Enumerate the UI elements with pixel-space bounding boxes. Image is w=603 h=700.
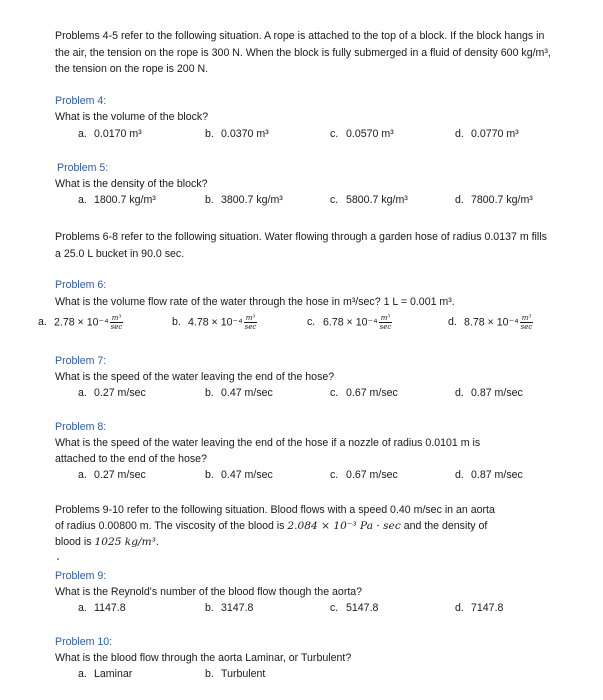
problem-7-heading: Problem 7: (55, 355, 107, 367)
intro-problems-9-10-line-3: blood is 1025 kg/m³. (55, 536, 159, 548)
problem-6-option-d[interactable]: d. 8.78 × 10⁻⁴ $\frac{\text{m³}}{\sec}$ (448, 314, 533, 331)
problem-5-question: What is the density of the block? (55, 178, 208, 190)
problem-9-heading: Problem 9: (55, 570, 107, 582)
problem-8-option-b[interactable]: b. 0.47 m/sec (205, 469, 273, 481)
problem-5-option-d[interactable]: d. 7800.7 kg/m³ (455, 194, 533, 206)
problem-10-option-a[interactable]: a. Laminar (78, 668, 133, 680)
unit-fraction: $\frac{\text{m³}}{\sec}$ (244, 314, 257, 331)
viscosity-value: 2.084 × 10⁻³ Pa · sec (287, 520, 401, 532)
problem-6-question: What is the volume flow rate of the water through the hose in m³/sec? 1 L = 0.001 m³. (55, 296, 455, 308)
problem-5-option-b[interactable]: b. 3800.7 kg/m³ (205, 194, 283, 206)
problem-4-option-d[interactable]: d. 0.0770 m³ (455, 128, 519, 140)
problem-9-option-c[interactable]: c. 5147.8 (330, 602, 379, 614)
problem-4-question: What is the volume of the block? (55, 111, 209, 123)
problem-4-option-a[interactable]: a. 0.0170 m³ (78, 128, 142, 140)
problem-7-option-b[interactable]: b. 0.47 m/sec (205, 387, 273, 399)
intro-problems-6-8: Problems 6-8 refer to the following situation. Water flowing through a garden hose of radius 0.0137 m fills a 25.0 L bucket in 90.0 sec. (55, 231, 547, 260)
intro-problems-9-10-line-2: of radius 0.00800 m. The viscosity of the blood is 2.084 × 10⁻³ Pa · sec and the density of (55, 520, 488, 532)
problem-8-question-line-1: What is the speed of the water leaving the end of the hose if a nozzle of radius 0.0101 m is (55, 437, 481, 449)
unit-fraction: $\frac{\text{m³}}{\sec}$ (110, 314, 123, 331)
problem-9-option-a[interactable]: a. 1147.8 (78, 602, 126, 614)
problem-8-question-line-2: attached to the end of the hose? (55, 453, 207, 465)
problem-6-option-a[interactable]: a. 2.78 × 10⁻⁴ $\frac{\text{m³}}{\sec}$ (38, 314, 123, 331)
problem-6-option-b[interactable]: b. 4.78 × 10⁻⁴ $\frac{\text{m³}}{\sec}$ (172, 314, 257, 331)
problem-6-heading: Problem 6: (55, 279, 107, 291)
intro-problems-4-5: Problems 4-5 refer to the following situation. A rope is attached to the top of a block. If the block hangs in the air, the tension on the rope is 300 N. When the block is fully submerged in a fluid of density 600 kg/m³, the tension on the rope is 200 N. (55, 30, 551, 75)
intro-problems-9-10-line-1: Problems 9-10 refer to the following situation. Blood flows with a speed 0.40 m/sec in an aorta (55, 504, 495, 516)
problem-8-option-c[interactable]: c. 0.67 m/sec (330, 469, 398, 481)
stray-dot (57, 558, 59, 560)
problem-5-option-a[interactable]: a. 1800.7 kg/m³ (78, 194, 156, 206)
problem-8-heading: Problem 8: (55, 421, 107, 433)
problem-4-heading: Problem 4: (55, 95, 107, 107)
problem-7-option-c[interactable]: c. 0.67 m/sec (330, 387, 398, 399)
problem-7-option-a[interactable]: a. 0.27 m/sec (78, 387, 146, 399)
problem-7-option-d[interactable]: d. 0.87 m/sec (455, 387, 523, 399)
unit-fraction: $\frac{\text{m³}}{\sec}$ (520, 314, 533, 331)
problem-4-option-b[interactable]: b. 0.0370 m³ (205, 128, 269, 140)
density-value: 1025 kg/m³ (94, 536, 156, 548)
problem-5-heading: Problem 5: (57, 162, 109, 174)
problem-6-option-c[interactable]: c. 6.78 × 10⁻⁴ $\frac{\text{m³}}{\sec}$ (307, 314, 392, 331)
problem-9-question: What is the Reynold's number of the blood flow though the aorta? (55, 586, 363, 598)
problem-9-option-b[interactable]: b. 3147.8 (205, 602, 254, 614)
problem-8-option-a[interactable]: a. 0.27 m/sec (78, 469, 146, 481)
problem-9-option-d[interactable]: d. 7147.8 (455, 602, 504, 614)
problem-7-question: What is the speed of the water leaving the end of the hose? (55, 371, 335, 383)
problem-10-question: What is the blood flow through the aorta Laminar, or Turbulent? (55, 652, 352, 664)
problem-8-option-d[interactable]: d. 0.87 m/sec (455, 469, 523, 481)
problem-10-option-b[interactable]: b. Turbulent (205, 668, 266, 680)
problem-4-option-c[interactable]: c. 0.0570 m³ (330, 128, 394, 140)
problem-5-option-c[interactable]: c. 5800.7 kg/m³ (330, 194, 408, 206)
problem-10-heading: Problem 10: (55, 636, 113, 648)
unit-fraction: $\frac{\text{m³}}{\sec}$ (379, 314, 392, 331)
